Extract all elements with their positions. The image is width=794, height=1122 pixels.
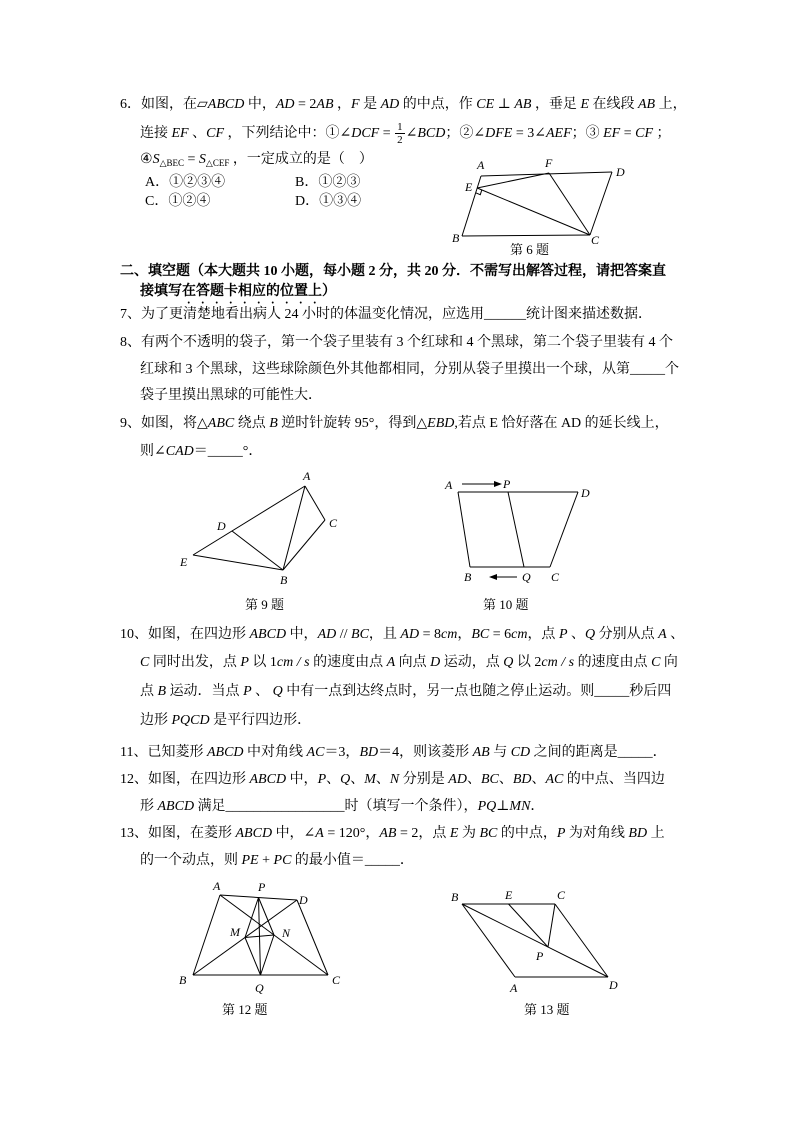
question-12-line-1 xyxy=(120,771,665,789)
label-q: Q xyxy=(522,570,531,584)
option-a: A．①②③④ xyxy=(145,175,226,190)
diagonal-bd xyxy=(462,904,608,977)
text-segment: = 2，点 xyxy=(396,826,450,841)
edge-ab xyxy=(462,904,515,977)
edge-ab xyxy=(193,895,220,975)
figure-9-caption: 第 9 题 xyxy=(245,597,285,612)
math-text: ABCD xyxy=(206,745,244,760)
math-text: AB xyxy=(472,745,490,760)
text-segment: 、 xyxy=(350,772,365,787)
text-segment: 同时出发，点 xyxy=(149,655,241,670)
math-text: A xyxy=(315,826,324,841)
segment-qn xyxy=(261,935,275,975)
label-d: D xyxy=(609,978,618,992)
figure-13-rhombus xyxy=(445,882,625,994)
label-d: D xyxy=(299,893,308,907)
text-segment: ，点 xyxy=(527,627,559,642)
label-e: E xyxy=(180,555,188,569)
question-8-line-2 xyxy=(140,361,679,379)
text-segment: 、 xyxy=(567,627,585,642)
math-text: ABCD xyxy=(235,826,273,841)
math-text: Q xyxy=(340,772,351,787)
edge-bc xyxy=(462,235,590,236)
edge-cd xyxy=(550,492,578,567)
segment-ep xyxy=(509,904,549,947)
text-segment: 运动，点 xyxy=(440,655,504,670)
label-b: B xyxy=(280,573,288,587)
text-segment: 的最小值＝_____． xyxy=(291,853,414,868)
label-b: B xyxy=(451,890,459,904)
math-text: PQ xyxy=(477,799,497,814)
math-text: BD xyxy=(359,745,379,760)
math-text: AD xyxy=(275,97,295,112)
question-8-line-3 xyxy=(140,387,322,405)
text-segment: 接填写 xyxy=(140,284,182,299)
text-segment: 是 xyxy=(359,97,381,112)
text-segment: ； xyxy=(653,126,671,141)
math-text: B xyxy=(157,684,167,699)
text-segment: 6．如图，在▱ xyxy=(120,97,208,112)
math-text: AB xyxy=(638,97,656,112)
text-segment: 的中点、当四边 xyxy=(563,772,665,787)
text-segment: 、 xyxy=(188,126,207,141)
text-segment: ，垂足 xyxy=(531,97,581,112)
question-10-line-4 xyxy=(140,712,311,730)
text-segment: = xyxy=(379,126,395,141)
text-segment: ，一定成立的是（ ） xyxy=(229,152,373,167)
label-p: P xyxy=(258,880,266,894)
question-8-line-1 xyxy=(120,334,673,352)
text-segment: ,若点 E 恰好落在 AD 的延长线上， xyxy=(454,416,669,431)
math-text: BD xyxy=(628,826,648,841)
label-m: M xyxy=(230,925,240,939)
math-text: C xyxy=(651,655,661,670)
text-segment: 13、如图，在菱形 xyxy=(120,826,236,841)
figure-10-trapezoid xyxy=(440,472,605,587)
text-segment: ⊥ xyxy=(494,97,515,112)
math-text: E xyxy=(580,97,589,112)
math-text: cm / s xyxy=(541,655,575,670)
label-d: D xyxy=(581,486,590,500)
math-text: DCF xyxy=(351,126,380,141)
text-segment: 、 xyxy=(531,772,546,787)
math-text: PQCD xyxy=(171,713,210,728)
figure-12-caption: 第 12 题 xyxy=(222,1002,268,1017)
option-b: B．①②③ xyxy=(295,175,361,190)
text-segment: ＝3， xyxy=(324,745,360,760)
question-13-line-2 xyxy=(140,852,414,870)
math-text: P xyxy=(558,627,568,642)
text-segment: = 120°， xyxy=(323,826,380,841)
segment-pm xyxy=(245,898,259,938)
math-text: EBD xyxy=(427,416,455,431)
segment-ea xyxy=(193,486,305,555)
label-a: A xyxy=(477,158,485,172)
text-segment: 与 xyxy=(489,745,511,760)
math-text: CD xyxy=(510,745,531,760)
text-segment: ∠ xyxy=(405,126,418,141)
segment-fc xyxy=(549,173,590,235)
text-segment: 中，∠ xyxy=(272,826,316,841)
text-segment: = xyxy=(184,152,199,167)
text-segment: // xyxy=(336,627,352,642)
math-text: P xyxy=(556,826,566,841)
label-a: A xyxy=(213,879,221,893)
text-segment: 分别从点 xyxy=(595,627,659,642)
text-segment: ， xyxy=(457,627,472,642)
fraction-denominator: 2 xyxy=(397,134,403,147)
label-p: P xyxy=(536,949,544,963)
math-text: AB xyxy=(514,97,532,112)
math-text: AEF xyxy=(545,126,572,141)
text-segment: 满足_________________时（填写一个条件）， xyxy=(194,799,478,814)
math-text: A xyxy=(386,655,396,670)
text-segment: = xyxy=(620,126,636,141)
text-segment: 的中点，作 xyxy=(399,97,477,112)
question-6-line-2 xyxy=(140,121,671,147)
math-text: ABCD xyxy=(249,772,287,787)
segment-eb xyxy=(193,555,283,570)
text-segment: 上， xyxy=(655,97,687,112)
math-text: BCD xyxy=(417,126,446,141)
math-text: AD xyxy=(448,772,467,787)
segment-ec xyxy=(477,188,590,235)
text-segment: 以 1 xyxy=(248,655,277,670)
label-c: C xyxy=(332,973,341,987)
text-segment: 红球和 3 个黑球，这些球除颜色外其他都相同，分别从袋子里摸出一个球，从第_____个 xyxy=(140,362,679,377)
label-e: E xyxy=(465,180,473,194)
text-segment: 为 xyxy=(458,826,480,841)
math-text: M xyxy=(364,772,376,787)
math-text: B xyxy=(269,416,278,431)
text-segment: 、 xyxy=(466,772,481,787)
math-subscript: △CEF xyxy=(205,158,230,168)
label-b: B xyxy=(452,231,460,245)
text-segment: 之间的距离是_____． xyxy=(530,745,667,760)
text-segment: 7、为了更清楚地看出病人 24 小时的体温变化情况，应选用______统计图来描述数据． xyxy=(120,307,652,322)
text-segment: 、 xyxy=(251,684,273,699)
text-segment: 向 xyxy=(660,655,678,670)
math-text: cm xyxy=(511,627,528,642)
section-2-heading-line-2 xyxy=(140,283,336,301)
figure-10-caption: 第 10 题 xyxy=(483,597,529,612)
text-segment: ＝_____°． xyxy=(193,444,263,459)
text-segment: 连接 xyxy=(140,126,172,141)
text-segment: 中， xyxy=(286,627,318,642)
text-segment: 向点 xyxy=(395,655,431,670)
text-segment: 则∠ xyxy=(140,444,166,459)
math-text: C xyxy=(140,655,150,670)
math-text: AC xyxy=(306,745,325,760)
text-segment: 、 xyxy=(375,772,390,787)
label-c: C xyxy=(557,888,566,902)
label-e: E xyxy=(505,888,513,902)
text-segment: 为对角线 xyxy=(565,826,629,841)
text-segment: 8、有两个不透明的袋子，第一个袋子里装有 3 个红球和 4 个黑球，第二个袋子里装有 4 个 xyxy=(120,335,673,350)
text-segment: 点 xyxy=(140,684,158,699)
text-segment: ，且 xyxy=(368,627,401,642)
question-6-line-3 xyxy=(140,151,373,169)
label-a: A xyxy=(445,478,453,492)
math-text: BC xyxy=(479,826,498,841)
label-b: B xyxy=(179,973,187,987)
text-segment: ；②∠ xyxy=(445,126,486,141)
label-c: C xyxy=(551,570,560,584)
math-text: Q xyxy=(585,627,596,642)
text-segment: ＝4，则该菱形 xyxy=(378,745,473,760)
emphasis-text: 在答题卡相应的位置上 xyxy=(182,284,322,299)
math-text: CF xyxy=(635,126,654,141)
math-text: Q xyxy=(272,684,283,699)
math-text: CAD xyxy=(165,444,194,459)
label-d: D xyxy=(217,519,226,533)
text-segment: 、 xyxy=(326,772,341,787)
text-segment: 形 xyxy=(140,799,158,814)
math-text: ABC xyxy=(207,416,235,431)
section-2-heading-line-1 xyxy=(120,263,666,281)
label-d: D xyxy=(616,165,625,179)
label-q: Q xyxy=(255,981,264,995)
text-segment: 的中点， xyxy=(497,826,557,841)
text-segment: 的速度由点 xyxy=(309,655,387,670)
arrow-a-to-p-head xyxy=(494,481,502,487)
math-text: A xyxy=(658,627,667,642)
text-segment: 分别是 xyxy=(399,772,449,787)
text-segment: 在线段 xyxy=(589,97,638,112)
text-segment: 中对角线 xyxy=(243,745,307,760)
figure-12-quadrilateral xyxy=(175,878,353,996)
text-segment: + xyxy=(258,853,274,868)
text-segment: 中有一点到达终点时，另一点也随之停止运动。则_____秒后四 xyxy=(282,684,672,699)
question-11-line-1 xyxy=(120,744,667,762)
figure-6-caption: 第 6 题 xyxy=(510,242,550,257)
text-segment: ；③ xyxy=(571,126,604,141)
text-segment: 运动．当点 xyxy=(166,684,244,699)
figure-6-parallelogram xyxy=(440,156,640,247)
label-c: C xyxy=(591,233,600,247)
math-text: PE xyxy=(241,853,259,868)
label-f: F xyxy=(545,156,553,170)
text-segment: 逆时针旋转 95°，得到△ xyxy=(277,416,428,431)
text-segment: ． xyxy=(530,799,545,814)
segment-pq xyxy=(508,492,524,567)
text-segment: 边形 xyxy=(140,713,172,728)
text-segment: 9、如图，将△ xyxy=(120,416,208,431)
fraction xyxy=(395,121,405,146)
math-text: AC xyxy=(545,772,564,787)
text-segment: 以 2 xyxy=(513,655,542,670)
text-segment: = 3∠ xyxy=(512,126,546,141)
text-segment: = 6 xyxy=(489,627,512,642)
math-symbol: S xyxy=(198,152,206,167)
math-text: AD xyxy=(317,627,337,642)
math-text: cm xyxy=(440,627,458,642)
text-segment: ， xyxy=(333,97,352,112)
math-text: BC xyxy=(471,627,490,642)
math-text: AB xyxy=(316,97,334,112)
math-text: CE xyxy=(476,97,495,112)
text-segment: 二、填空题（本大题共 10 小题，每小题 2 分，共 20 分．不需写出解答过程，请把答案直 xyxy=(120,264,666,279)
math-text: P xyxy=(243,684,252,699)
label-b: B xyxy=(464,570,472,584)
question-9-line-1 xyxy=(120,415,669,433)
math-text: F xyxy=(351,97,360,112)
math-text: EF xyxy=(171,126,189,141)
label-c: C xyxy=(329,516,338,530)
question-7-line-1 xyxy=(120,306,652,324)
question-10-line-3 xyxy=(140,683,671,701)
text-segment: 12、如图，在四边形 xyxy=(120,772,250,787)
edge-cd xyxy=(590,172,612,235)
math-text: E xyxy=(449,826,459,841)
question-6-line-1 xyxy=(120,96,687,114)
text-segment: 10、如图，在四边形 xyxy=(120,627,250,642)
text-segment: = 8 xyxy=(419,627,441,642)
text-segment: 绕点 xyxy=(234,416,270,431)
text-segment: 、 xyxy=(666,627,685,642)
math-text: AB xyxy=(379,826,397,841)
segment-db xyxy=(232,531,283,570)
question-13-line-1 xyxy=(120,825,665,843)
math-text: CF xyxy=(206,126,224,141)
math-text: P xyxy=(240,655,249,670)
arrow-q-to-b-head xyxy=(489,574,497,580)
edge-ab xyxy=(458,492,470,567)
label-n: N xyxy=(282,926,291,940)
math-text: DFE xyxy=(485,126,513,141)
question-9-line-2 xyxy=(140,443,262,461)
math-text: AD xyxy=(400,627,420,642)
math-symbol: S xyxy=(152,152,160,167)
text-segment: 中， xyxy=(286,772,318,787)
text-segment: 、 xyxy=(498,772,513,787)
edge-cd xyxy=(555,904,608,977)
text-segment: ④ xyxy=(140,152,153,167)
math-text: PC xyxy=(273,853,292,868)
text-segment: ⊥ xyxy=(496,799,510,814)
math-text: Q xyxy=(503,655,514,670)
math-text: BD xyxy=(512,772,532,787)
text-segment: 的速度由点 xyxy=(574,655,652,670)
math-text: BC xyxy=(351,627,369,642)
math-text: BC xyxy=(480,772,499,787)
text-segment: 11、已知菱形 xyxy=(120,745,207,760)
math-text: MN xyxy=(509,799,531,814)
math-text: cm / s xyxy=(276,655,310,670)
question-10-line-2 xyxy=(140,654,678,672)
math-text: P xyxy=(317,772,327,787)
fraction-numerator: 1 xyxy=(397,121,403,134)
segment-mq xyxy=(245,938,261,976)
question-12-line-2 xyxy=(140,798,544,816)
figure-9-rotation xyxy=(175,468,345,588)
math-subscript: △BEC xyxy=(159,158,184,168)
label-a: A xyxy=(303,469,311,483)
figure-13-caption: 第 13 题 xyxy=(524,1002,570,1017)
math-text: EF xyxy=(603,126,621,141)
text-segment: ，下列结论中：①∠ xyxy=(224,126,352,141)
option-c: C．①②④ xyxy=(145,194,211,209)
math-text: AD xyxy=(380,97,400,112)
option-d: D．①③④ xyxy=(295,194,362,209)
math-text: ABCD xyxy=(249,627,287,642)
label-a: A xyxy=(510,981,518,995)
math-text: N xyxy=(389,772,400,787)
math-text: ABCD xyxy=(207,97,245,112)
text-segment: = 2 xyxy=(294,97,317,112)
text-segment: ） xyxy=(322,284,336,299)
math-text: D xyxy=(430,655,441,670)
text-segment: 的一个动点，则 xyxy=(140,853,242,868)
question-10-line-1 xyxy=(120,626,684,644)
math-text: ABCD xyxy=(157,799,195,814)
text-segment: 中， xyxy=(244,97,276,112)
text-segment: 上 xyxy=(647,826,665,841)
label-p: P xyxy=(503,477,511,491)
segment-ac xyxy=(305,486,325,520)
text-segment: 袋子里摸出黑球的可能性大． xyxy=(140,388,322,403)
text-segment: 是平行四边形． xyxy=(209,713,312,728)
segment-cp xyxy=(548,904,555,947)
